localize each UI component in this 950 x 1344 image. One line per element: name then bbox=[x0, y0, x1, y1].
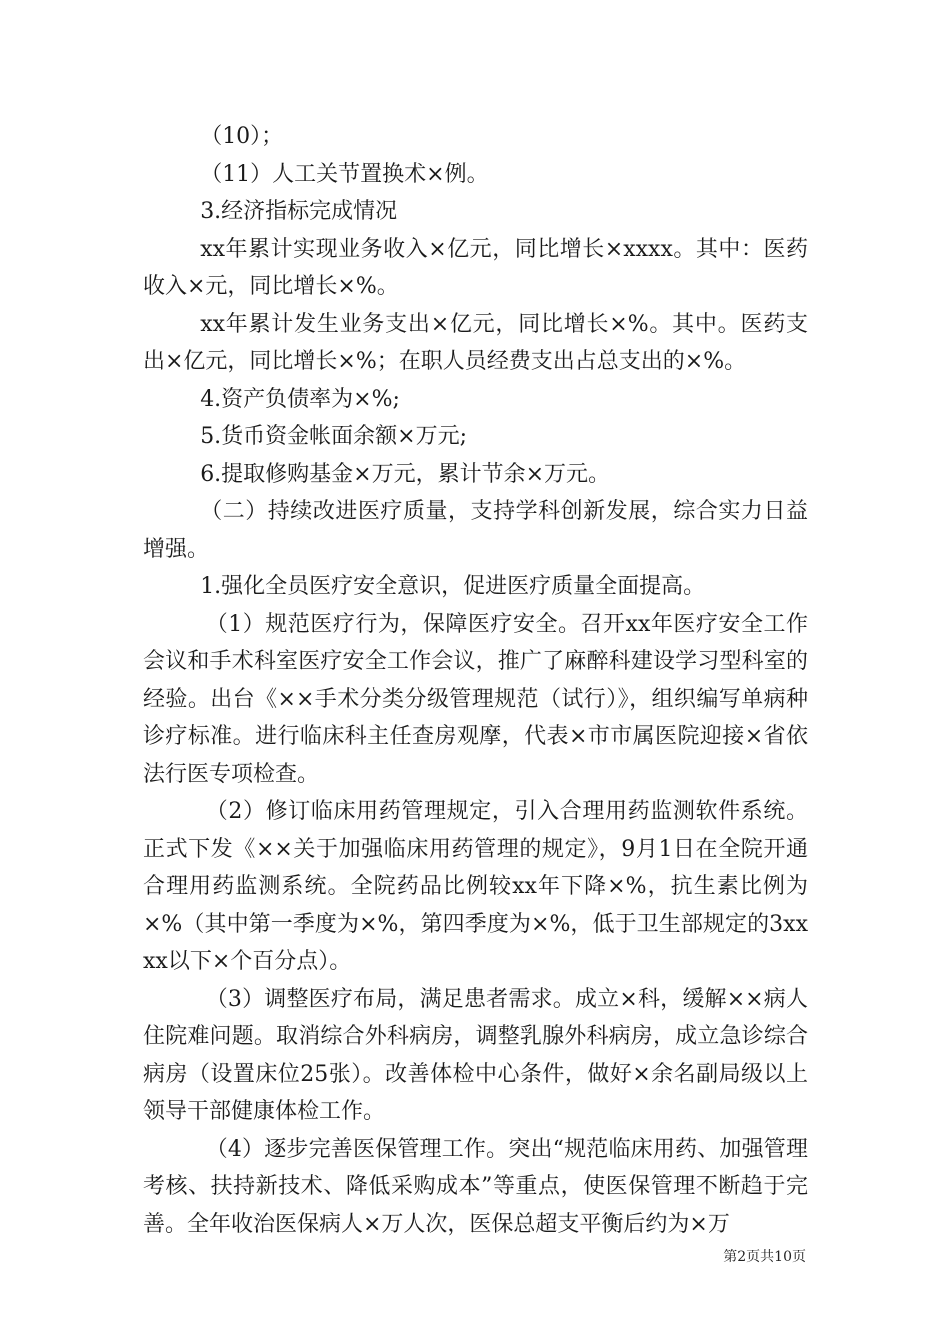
paragraph-revenue: xx年累计实现业务收入×亿元，同比增长×xxxx。其中：医药收入×元，同比增长×%。 bbox=[143, 236, 808, 299]
subsection-heading-safety: 1.强化全员医疗安全意识，促进医疗质量全面提高。 bbox=[200, 574, 706, 599]
paragraph-cash-balance: 5.货币资金帐面余额×万元; bbox=[200, 424, 468, 449]
paragraph-item-3: （3）调整医疗布局，满足患者需求。成立×科，缓解××病人住院难问题。取消综合外科病房，调整乳腺外科病房，成立急诊综合病房（设置床位25张）。改善体检中心条件，做好×余名副局级以上领导干部健康体检工作。 bbox=[143, 986, 808, 1124]
section-heading-economic: 3.经济指标完成情况 bbox=[200, 199, 398, 224]
paragraph-item-1: （1）规范医疗行为，保障医疗安全。召开xx年医疗安全工作会议和手术科室医疗安全工作会议，推广了麻醉科建设学习型科室的经验。出台《××手术分类分级管理规范（试行）》，组织编写单病种诊疗标准。进行临床科主任查房观摩，代表×市市属医院迎接×省依法行医专项检查。 bbox=[143, 611, 808, 787]
section-heading-quality: （二）持续改进医疗质量，支持学科创新发展，综合实力日益增强。 bbox=[143, 499, 808, 562]
paragraph-debt-ratio: 4.资产负债率为×%; bbox=[200, 386, 400, 412]
paragraph-item-10: （10）； bbox=[200, 124, 284, 149]
paragraph-item-4: （4）逐步完善医保管理工作。突出“规范临床用药、加强管理考核、扶持新技术、降低采购成本”等重点，使医保管理不断趋于完善。全年收治医保病人×万人次，医保总超支平衡后约为×万 bbox=[143, 1136, 808, 1237]
paragraph-item-2: （2）修订临床用药管理规定，引入合理用药监测软件系统。正式下发《××关于加强临床用药管理的规定》，9月1日在全院开通合理用药监测系统。全院药品比例较xx年下降×%，抗生素比例为×%（其中第一季度为×%，第四季度为×%，低于卫生部规定的3xxxx以下×个百分点）。 bbox=[143, 799, 808, 974]
paragraph-repair-fund: 6.提取修购基金×万元，累计节余×万元。 bbox=[200, 461, 611, 487]
paragraph-expenditure: xx年累计发生业务支出×亿元，同比增长×%。其中。医药支出×亿元，同比增长×%；在职人员经费支出占总支出的×%。 bbox=[143, 311, 808, 374]
paragraph-item-11: （11）人工关节置换术×例。 bbox=[200, 161, 489, 187]
page-number-footer: 第2页共10页 bbox=[723, 1249, 806, 1265]
document-body bbox=[143, 118, 808, 1243]
